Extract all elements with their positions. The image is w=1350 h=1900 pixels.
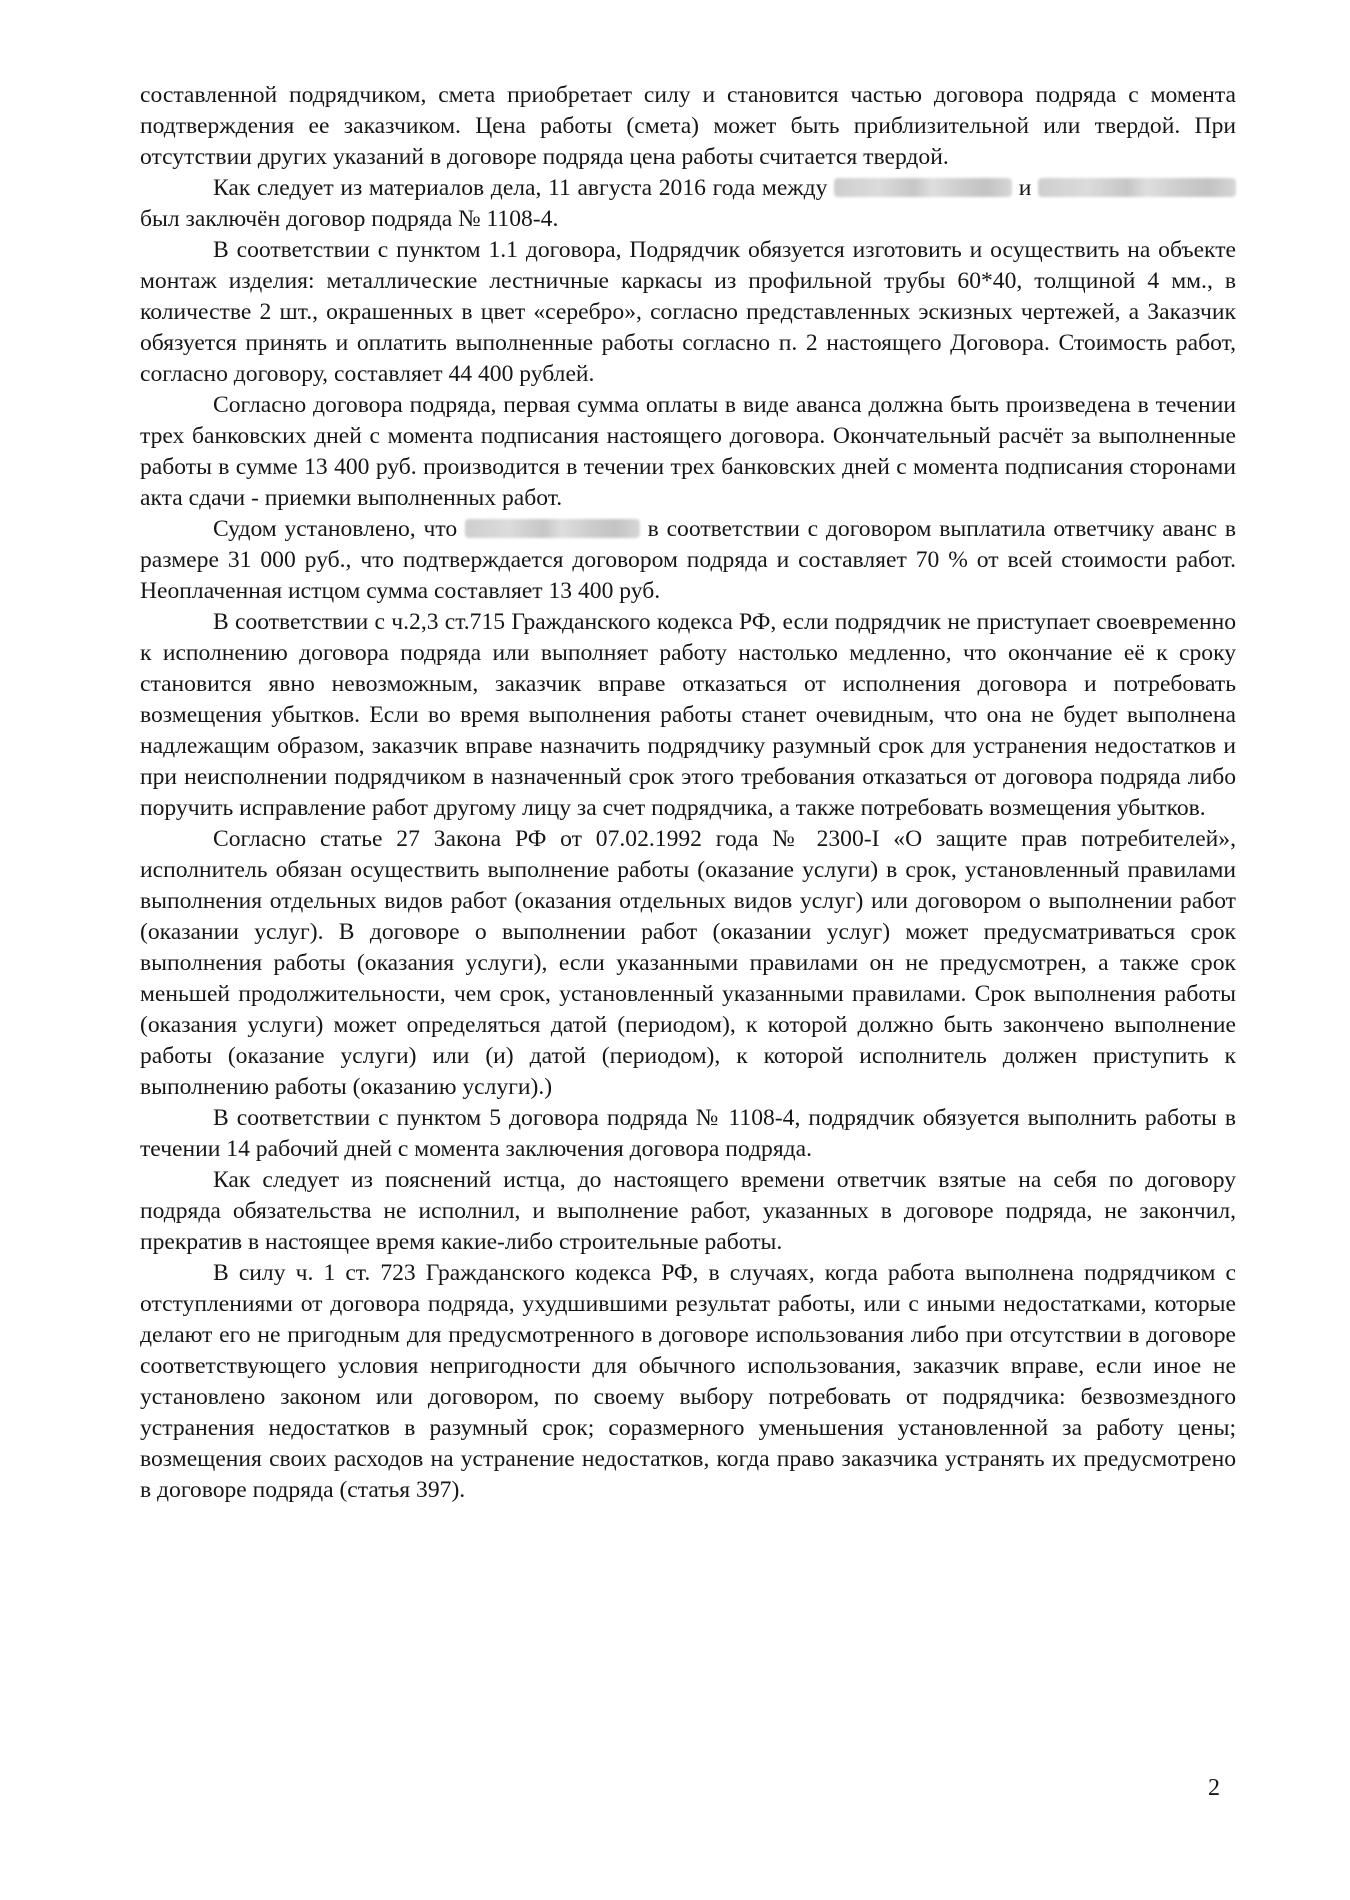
paragraph-payment-terms: Согласно договора подряда, первая сумма оплаты в виде аванса должна быть произведена в течении трех банковских дней с момента подписания настоящего договора. Окончательный расчёт за выполненные работы в сумме 13 400 руб. производится в течении трех банковских дней с момента подписания сторонами акта сдачи - приемки выполненных работ.	[140, 392, 1236, 511]
paragraph-text: Судом установлено, что	[213, 516, 465, 542]
redacted-name-block	[465, 519, 640, 538]
redacted-name-block	[1038, 178, 1236, 197]
paragraph-contract-parties	[140, 173, 1236, 235]
paragraph-text: Как следует из материалов дела, 11 августа 2016 года между	[213, 175, 835, 201]
paragraph-contract-subject: В соответствии с пунктом 1.1 договора, Подрядчик обязуется изготовить и осуществить на объекте монтаж изделия: металлические лестничные каркасы из профильной трубы 60*40, толщиной 4 мм., в количестве 2 шт., окрашенных в цвет «серебро», согласно представленных эскизных чертежей, а Заказчик обязуется принять и оплатить выполненные работы согласно п. 2 настоящего Договора. Стоимость работ, согласно договору, составляет 44 400 рублей.	[140, 237, 1236, 387]
paragraph-court-finding	[140, 514, 1236, 607]
paragraph-plaintiff-explanation: Как следует из пояснений истца, до настоящего времени ответчик взятые на себя по договору подряда обязательства не исполнил, и выполнение работ, указанных в договоре подряда, не закончил, прекратив в настоящее время какие-либо строительные работы.	[140, 1167, 1236, 1255]
document-body	[140, 80, 1236, 1506]
paragraph-article-723: В силу ч. 1 ст. 723 Гражданского кодекса РФ, в случаях, когда работа выполнена подрядчиком с отступлениями от договора подряда, ухудшившими результат работы, или с иными недостатками, которые делают его не пригодным для предусмотренного в договоре использования либо при отсутствии в договоре соответствующего условия непригодности для обычного использования, заказчик вправе, если иное не установлено законом или договором, по своему выбору потребовать от подрядчика: безвозмездного устранения недостатков в разумный срок; соразмерного уменьшения установленной за работу цены; возмещения своих расходов на устранение недостатков, когда право заказчика устранять их предусмотрено в договоре подряда (статья 397).	[140, 1260, 1236, 1503]
paragraph-text: был заключён договор подряда № 1108-4.	[140, 206, 559, 232]
paragraph-consumer-law-27: Согласно статье 27 Закона РФ от 07.02.1992 года № 2300-I «О защите прав потребителей», исполнитель обязан осуществить выполнение работы (оказание услуги) в срок, установленный правилами выполнения отдельных видов работ (оказания отдельных видов услуг) или договором о выполнении работ (оказании услуг). В договоре о выполнении работ (оказании услуг) может предусматриваться срок выполнения работы (оказания услуги), если указанными правилами он не предусмотрен, а также срок меньшей продолжительности, чем срок, установленный указанными правилами. Срок выполнения работы (оказания услуги) может определяться датой (периодом), к которой должно быть закончено выполнение работы (оказание услуги) или (и) датой (периодом), к которой исполнитель должен приступить к выполнению работы (оказанию услуги).)	[140, 826, 1236, 1100]
paragraph-article-715: В соответствии с ч.2,3 ст.715 Гражданского кодекса РФ, если подрядчик не приступает своевременно к исполнению договора подряда или выполняет работу настолько медленно, что окончание её к сроку становится явно невозможным, заказчик вправе отказаться от исполнения договора и потребовать возмещения убытков. Если во время выполнения работы станет очевидным, что она не будет выполнена надлежащим образом, заказчик вправе назначить подрядчику разумный срок для устранения недостатков и при неисполнении подрядчиком в назначенный срок этого требования отказаться от договора подряда либо поручить исправление работ другому лицу за счет подрядчика, а также потребовать возмещения убытков.	[140, 609, 1236, 821]
page-number: 2	[1208, 1775, 1220, 1801]
redacted-name-block	[834, 178, 1012, 197]
paragraph-contract-deadline: В соответствии с пунктом 5 договора подряда № 1108-4, подрядчик обязуется выполнить работы в течении 14 рабочий дней с момента заключения договора подряда.	[140, 1105, 1236, 1162]
paragraph-text: в соответствии с договором выплатила ответчику аванс в размере 31 000 руб., что подтверждается договором подряда и составляет 70 % от всей стоимости работ. Неоплаченная истцом сумма составляет 13 400 руб.	[140, 516, 1236, 604]
paragraph-text: и	[1012, 175, 1038, 201]
paragraph-estimate: составленной подрядчиком, смета приобретает силу и становится частью договора подряда с момента подтверждения ее заказчиком. Цена работы (смета) может быть приблизительной или твердой. При отсутствии других указаний в договоре подряда цена работы считается твердой.	[140, 82, 1236, 170]
